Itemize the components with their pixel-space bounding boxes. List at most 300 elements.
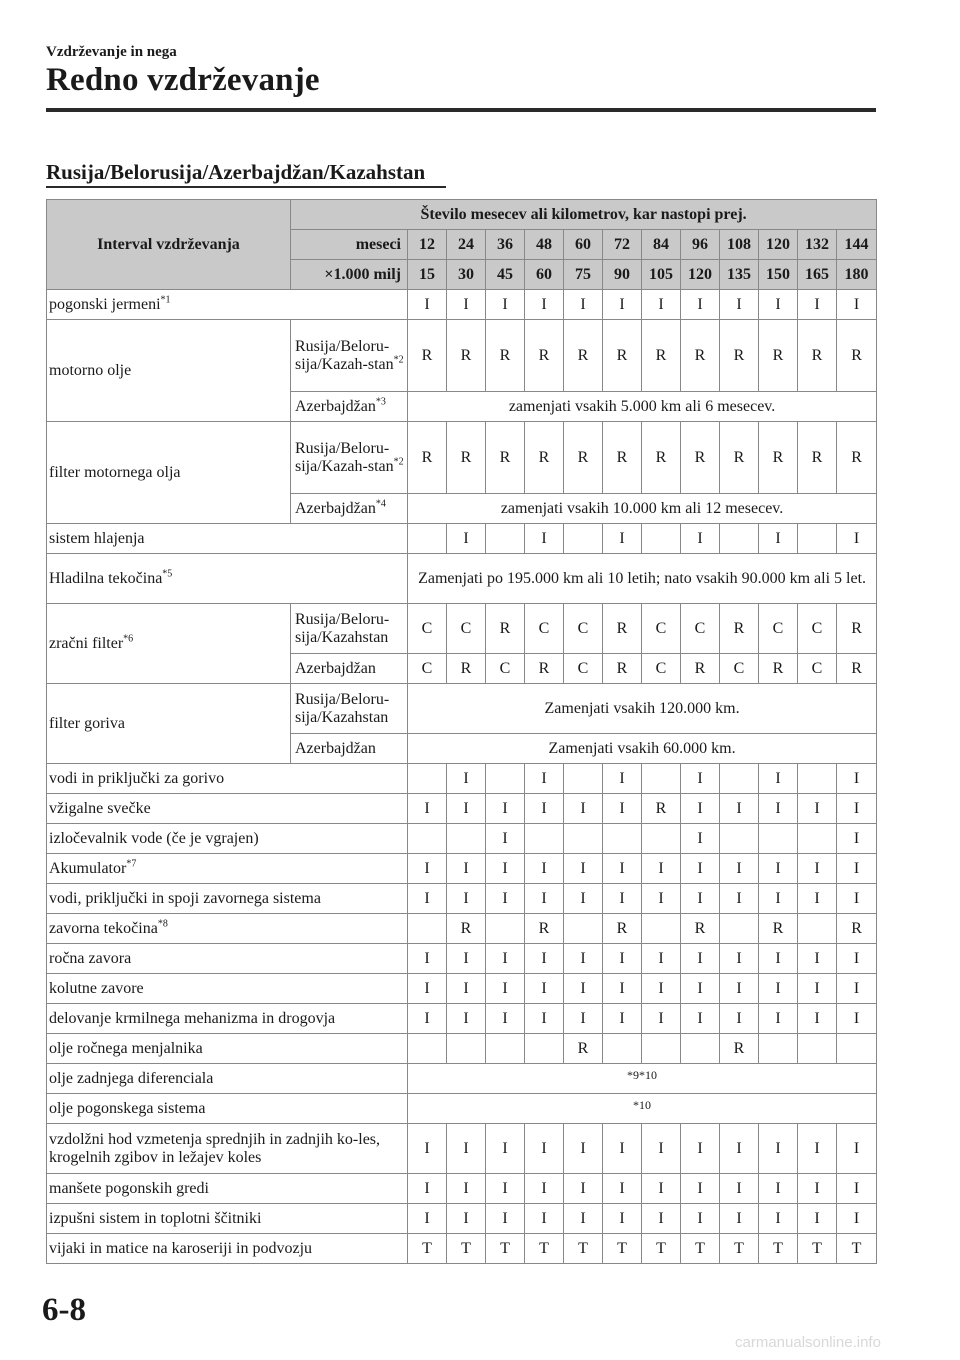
schedule-value: I	[447, 1124, 486, 1174]
schedule-value	[486, 1034, 525, 1064]
month-col-144: 144	[837, 230, 877, 260]
schedule-value: T	[603, 1234, 642, 1264]
schedule-value: T	[798, 1234, 837, 1264]
schedule-value: R	[681, 422, 720, 494]
schedule-value	[408, 824, 447, 854]
schedule-value: R	[837, 320, 877, 392]
schedule-value	[798, 764, 837, 794]
item-label-text: filter motornega olja	[49, 463, 181, 481]
schedule-value: R	[798, 422, 837, 494]
schedule-value: I	[837, 884, 877, 914]
schedule-value: C	[681, 604, 720, 654]
km-col-165: 165	[798, 260, 837, 290]
schedule-value: I	[486, 1204, 525, 1234]
footnote-ref: *4	[375, 498, 386, 510]
schedule-value: R	[603, 914, 642, 944]
schedule-value	[642, 1034, 681, 1064]
item-label	[47, 524, 408, 554]
item-label	[47, 604, 291, 684]
schedule-value: I	[486, 290, 525, 320]
schedule-value: I	[564, 1174, 603, 1204]
table-row	[47, 974, 877, 1004]
schedule-value: R	[564, 422, 603, 494]
schedule-value: I	[486, 944, 525, 974]
schedule-value: I	[759, 1004, 798, 1034]
schedule-value: I	[447, 854, 486, 884]
schedule-value: I	[759, 944, 798, 974]
schedule-value: I	[759, 974, 798, 1004]
schedule-value: I	[681, 1004, 720, 1034]
schedule-value: I	[642, 854, 681, 884]
schedule-header: Število mesecev ali kilometrov, kar nastopi prej.	[291, 200, 877, 230]
schedule-value: T	[720, 1234, 759, 1264]
schedule-value: I	[486, 974, 525, 1004]
schedule-value: C	[642, 654, 681, 684]
schedule-value: I	[408, 290, 447, 320]
schedule-value: R	[720, 320, 759, 392]
schedule-value: I	[564, 944, 603, 974]
schedule-value: T	[525, 1234, 564, 1264]
schedule-value: I	[564, 884, 603, 914]
schedule-value: I	[837, 290, 877, 320]
table-row	[47, 824, 877, 854]
item-label	[47, 1204, 408, 1234]
item-label-text: Hladilna tekočina	[49, 569, 163, 587]
schedule-value: R	[681, 654, 720, 684]
schedule-value: R	[603, 654, 642, 684]
schedule-value: I	[837, 1124, 877, 1174]
schedule-value: I	[681, 794, 720, 824]
table-row	[47, 914, 877, 944]
km-col-135: 135	[720, 260, 759, 290]
item-label	[47, 824, 408, 854]
schedule-value: I	[603, 764, 642, 794]
title-rule	[46, 108, 876, 112]
schedule-value	[603, 824, 642, 854]
schedule-value: I	[642, 1124, 681, 1174]
schedule-value	[681, 1034, 720, 1064]
page-number: 6-8	[42, 1292, 86, 1328]
item-label-text: ročna zavora	[49, 949, 132, 967]
schedule-value: I	[681, 884, 720, 914]
schedule-value: I	[798, 944, 837, 974]
schedule-value: I	[642, 884, 681, 914]
item-label-text: vodi in priključki za gorivo	[49, 769, 225, 787]
schedule-value: I	[564, 794, 603, 824]
schedule-value: I	[525, 884, 564, 914]
schedule-value: C	[564, 604, 603, 654]
schedule-value: I	[486, 1174, 525, 1204]
month-col-48: 48	[525, 230, 564, 260]
schedule-value: I	[759, 764, 798, 794]
schedule-value: I	[720, 974, 759, 1004]
schedule-value: R	[447, 320, 486, 392]
schedule-value: I	[798, 1004, 837, 1034]
item-label-text: izpušni sistem in toplotni ščitniki	[49, 1209, 262, 1227]
item-label	[47, 974, 408, 1004]
schedule-value: I	[681, 290, 720, 320]
table-row	[47, 320, 877, 392]
item-label-text: manšete pogonskih gredi	[49, 1179, 209, 1197]
schedule-value: I	[408, 1004, 447, 1034]
km-col-15: 15	[408, 260, 447, 290]
table-row	[47, 1034, 877, 1064]
item-label-text: zračni filter	[49, 634, 124, 652]
table-row	[47, 1204, 877, 1234]
region-label-text: Rusija/Beloru-sija/Kazah-stan	[295, 337, 394, 373]
schedule-value: I	[837, 824, 877, 854]
schedule-value: R	[447, 654, 486, 684]
region-label-text: Rusija/Beloru-sija/Kazahstan	[295, 690, 390, 726]
item-label-text: motorno olje	[49, 361, 132, 379]
schedule-value	[759, 1034, 798, 1064]
schedule-value: R	[759, 422, 798, 494]
interval-note: Zamenjati vsakih 60.000 km.	[408, 734, 877, 764]
item-label	[47, 1124, 408, 1174]
km-col-120: 120	[681, 260, 720, 290]
region-label	[291, 684, 408, 734]
schedule-value: I	[759, 854, 798, 884]
section-label: Vzdrževanje in nega	[46, 44, 177, 60]
region-label	[291, 734, 408, 764]
schedule-value	[408, 1034, 447, 1064]
schedule-value	[408, 914, 447, 944]
region-label-text: Rusija/Beloru-sija/Kazah-stan	[295, 439, 394, 475]
schedule-value: C	[642, 604, 681, 654]
item-label	[47, 554, 408, 604]
schedule-value: I	[681, 1204, 720, 1234]
schedule-value: I	[486, 854, 525, 884]
schedule-value: I	[681, 854, 720, 884]
schedule-value	[486, 764, 525, 794]
table-row	[47, 524, 877, 554]
footnote-ref: *3	[375, 396, 386, 408]
schedule-value	[486, 524, 525, 554]
item-label-text: izločevalnik vode (če je vgrajen)	[49, 829, 259, 847]
item-label	[47, 884, 408, 914]
table-row	[47, 944, 877, 974]
interval-note: Zamenjati vsakih 120.000 km.	[408, 684, 877, 734]
schedule-value: R	[642, 320, 681, 392]
km-col-90: 90	[603, 260, 642, 290]
interval-header: Interval vzdrževanja	[47, 200, 291, 290]
schedule-value: R	[720, 1034, 759, 1064]
month-col-96: 96	[681, 230, 720, 260]
table-row	[47, 1004, 877, 1034]
month-col-24: 24	[447, 230, 486, 260]
table-row	[47, 884, 877, 914]
schedule-value	[564, 914, 603, 944]
schedule-value	[447, 824, 486, 854]
months-label: meseci	[291, 230, 408, 260]
schedule-value: C	[408, 604, 447, 654]
schedule-value: R	[603, 320, 642, 392]
schedule-value: I	[408, 1124, 447, 1174]
item-label	[47, 914, 408, 944]
schedule-value: R	[525, 654, 564, 684]
schedule-value	[447, 1034, 486, 1064]
schedule-value: I	[759, 1174, 798, 1204]
schedule-value: I	[837, 944, 877, 974]
schedule-value: I	[486, 884, 525, 914]
item-label	[47, 1174, 408, 1204]
interval-note: zamenjati vsakih 5.000 km ali 6 mesecev.	[408, 392, 877, 422]
schedule-value	[642, 824, 681, 854]
schedule-value: R	[408, 422, 447, 494]
region-label-text: Azerbajdžan	[295, 499, 376, 517]
schedule-value	[525, 1034, 564, 1064]
schedule-value: I	[642, 290, 681, 320]
km-col-75: 75	[564, 260, 603, 290]
table-row	[47, 854, 877, 884]
region-label-text: Azerbajdžan	[295, 739, 376, 757]
schedule-value: R	[408, 320, 447, 392]
schedule-value: I	[564, 1004, 603, 1034]
schedule-value	[564, 764, 603, 794]
schedule-value: I	[798, 1124, 837, 1174]
interval-note: Zamenjati po 195.000 km ali 10 letih; nato vsakih 90.000 km ali 5 let.	[408, 554, 877, 604]
schedule-value: I	[525, 290, 564, 320]
schedule-value: I	[447, 1204, 486, 1234]
item-label	[47, 684, 291, 764]
schedule-value: T	[564, 1234, 603, 1264]
schedule-value: I	[447, 944, 486, 974]
schedule-value: R	[681, 320, 720, 392]
footnote-reference: *10	[408, 1094, 877, 1124]
item-label	[47, 854, 408, 884]
schedule-value: I	[837, 794, 877, 824]
table-row	[47, 1124, 877, 1174]
schedule-value: R	[798, 320, 837, 392]
schedule-value: I	[798, 1174, 837, 1204]
schedule-value: I	[798, 1204, 837, 1234]
schedule-value: T	[486, 1234, 525, 1264]
schedule-value: R	[837, 654, 877, 684]
schedule-value: I	[759, 1204, 798, 1234]
schedule-value: I	[486, 1004, 525, 1034]
schedule-value: I	[564, 1204, 603, 1234]
item-label	[47, 1234, 408, 1264]
schedule-value: I	[642, 1204, 681, 1234]
table-row	[47, 1234, 877, 1264]
schedule-value: I	[837, 974, 877, 1004]
schedule-value: I	[798, 884, 837, 914]
item-label	[47, 1094, 408, 1124]
schedule-value: I	[681, 974, 720, 1004]
schedule-value: I	[603, 944, 642, 974]
item-label	[47, 290, 408, 320]
schedule-value: I	[603, 794, 642, 824]
schedule-value	[525, 824, 564, 854]
item-label-text: Akumulator	[49, 859, 127, 877]
schedule-value: I	[525, 1174, 564, 1204]
schedule-value: R	[603, 422, 642, 494]
footnote-ref: *1	[160, 294, 171, 306]
schedule-value: R	[759, 320, 798, 392]
month-col-12: 12	[408, 230, 447, 260]
schedule-value: I	[720, 884, 759, 914]
km-col-150: 150	[759, 260, 798, 290]
schedule-value: T	[408, 1234, 447, 1264]
item-label	[47, 764, 408, 794]
schedule-value	[408, 524, 447, 554]
schedule-value	[798, 914, 837, 944]
schedule-value: I	[486, 794, 525, 824]
schedule-value	[720, 524, 759, 554]
schedule-value: I	[798, 794, 837, 824]
schedule-value: I	[603, 1174, 642, 1204]
schedule-value: R	[486, 604, 525, 654]
schedule-value: I	[642, 1004, 681, 1034]
footnote-ref: *5	[162, 568, 173, 580]
region-label-text: Rusija/Beloru-sija/Kazahstan	[295, 610, 390, 646]
item-label	[47, 1034, 408, 1064]
region-label	[291, 392, 408, 422]
schedule-value: I	[564, 974, 603, 1004]
km-col-60: 60	[525, 260, 564, 290]
schedule-value: I	[720, 854, 759, 884]
region-heading: Rusija/Belorusija/Azerbajdžan/Kazahstan	[46, 160, 426, 184]
schedule-value: I	[759, 884, 798, 914]
footnote-ref: *2	[393, 456, 404, 468]
item-label-text: delovanje krmilnega mehanizma in drogovja	[49, 1009, 336, 1027]
month-col-108: 108	[720, 230, 759, 260]
schedule-value: I	[798, 854, 837, 884]
schedule-value: I	[837, 1004, 877, 1034]
km-label: ×1.000 milj	[291, 260, 408, 290]
schedule-value	[798, 1034, 837, 1064]
schedule-value: I	[681, 944, 720, 974]
schedule-value: I	[603, 524, 642, 554]
schedule-value: I	[720, 1174, 759, 1204]
table-row	[47, 1174, 877, 1204]
footnote-ref: *7	[126, 858, 137, 870]
region-label	[291, 422, 408, 494]
interval-note: zamenjati vsakih 10.000 km ali 12 mesecev.	[408, 494, 877, 524]
schedule-value	[837, 1034, 877, 1064]
month-col-36: 36	[486, 230, 525, 260]
schedule-value	[720, 914, 759, 944]
schedule-value: I	[408, 794, 447, 824]
schedule-value: I	[759, 524, 798, 554]
schedule-value: R	[447, 422, 486, 494]
schedule-value: I	[720, 1204, 759, 1234]
schedule-value: R	[642, 794, 681, 824]
month-col-60: 60	[564, 230, 603, 260]
item-label	[47, 944, 408, 974]
schedule-value: R	[837, 604, 877, 654]
schedule-value: I	[837, 854, 877, 884]
schedule-value: I	[447, 1174, 486, 1204]
table-row	[47, 290, 877, 320]
table-row	[47, 794, 877, 824]
schedule-value: I	[837, 524, 877, 554]
schedule-value: I	[642, 974, 681, 1004]
schedule-value: I	[447, 524, 486, 554]
schedule-value: I	[642, 1174, 681, 1204]
schedule-value: I	[447, 764, 486, 794]
schedule-value: I	[681, 1174, 720, 1204]
schedule-value	[564, 824, 603, 854]
region-label-text: Azerbajdžan	[295, 659, 376, 677]
schedule-value	[642, 764, 681, 794]
schedule-value: R	[564, 1034, 603, 1064]
schedule-value: R	[720, 422, 759, 494]
schedule-value: R	[759, 654, 798, 684]
month-col-84: 84	[642, 230, 681, 260]
schedule-value: C	[447, 604, 486, 654]
month-col-72: 72	[603, 230, 642, 260]
footnote-ref: *8	[157, 918, 168, 930]
schedule-value: R	[525, 914, 564, 944]
schedule-value: T	[837, 1234, 877, 1264]
item-label-text: vžigalne svečke	[49, 799, 151, 817]
region-label-text: Azerbajdžan	[295, 397, 376, 415]
month-col-132: 132	[798, 230, 837, 260]
schedule-value	[642, 524, 681, 554]
region-label	[291, 604, 408, 654]
schedule-value: I	[447, 290, 486, 320]
table-row	[47, 684, 877, 734]
schedule-value: I	[525, 1124, 564, 1174]
schedule-value: I	[720, 290, 759, 320]
schedule-value: I	[759, 290, 798, 320]
schedule-value: I	[447, 1004, 486, 1034]
table-row	[47, 764, 877, 794]
schedule-value: R	[486, 320, 525, 392]
watermark: carmanualsonline.info	[735, 1334, 881, 1351]
schedule-value: I	[408, 974, 447, 1004]
schedule-value: I	[486, 1124, 525, 1174]
schedule-value: R	[837, 914, 877, 944]
schedule-value: R	[759, 914, 798, 944]
maintenance-schedule-table	[46, 199, 877, 1264]
schedule-value: I	[408, 1174, 447, 1204]
schedule-value: I	[525, 974, 564, 1004]
schedule-value: R	[681, 914, 720, 944]
schedule-value: I	[564, 854, 603, 884]
schedule-value: R	[720, 604, 759, 654]
table-row	[47, 554, 877, 604]
schedule-value: C	[759, 604, 798, 654]
schedule-value: I	[408, 1204, 447, 1234]
region-heading-rule	[46, 186, 446, 188]
schedule-value: R	[603, 604, 642, 654]
schedule-value: R	[564, 320, 603, 392]
schedule-value: I	[408, 944, 447, 974]
schedule-value: I	[486, 824, 525, 854]
schedule-value: I	[525, 854, 564, 884]
item-label-text: vzdolžni hod vzmetenja sprednjih in zadnjih ko-les, krogelnih zgibov in ležajev koles	[49, 1130, 381, 1166]
schedule-value: I	[603, 1124, 642, 1174]
schedule-value: C	[720, 654, 759, 684]
schedule-value: T	[759, 1234, 798, 1264]
item-label-text: olje ročnega menjalnika	[49, 1039, 203, 1057]
item-label-text: filter goriva	[49, 714, 125, 732]
item-label	[47, 320, 291, 422]
schedule-value: C	[525, 604, 564, 654]
region-label	[291, 320, 408, 392]
schedule-value: R	[486, 422, 525, 494]
schedule-value: I	[759, 1124, 798, 1174]
schedule-value: I	[681, 1124, 720, 1174]
schedule-value: T	[642, 1234, 681, 1264]
schedule-value: I	[525, 764, 564, 794]
schedule-value: I	[720, 1124, 759, 1174]
schedule-value: I	[837, 764, 877, 794]
schedule-value: I	[447, 794, 486, 824]
schedule-value: I	[447, 974, 486, 1004]
